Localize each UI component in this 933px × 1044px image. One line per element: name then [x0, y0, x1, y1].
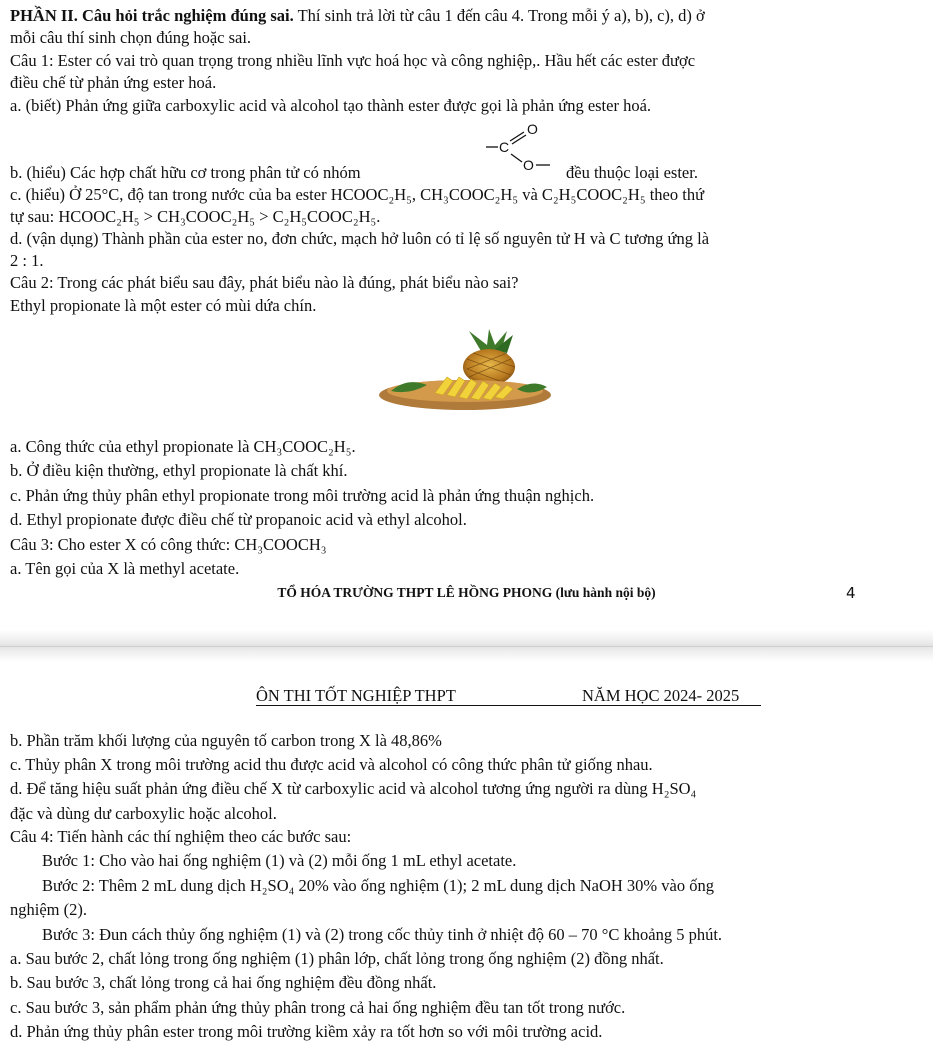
q4-stem: Câu 4: Tiến hành các thí nghiệm theo các bước sau: — [10, 827, 352, 846]
ester-double-bond-2 — [512, 135, 526, 144]
ester-single-bond — [511, 154, 522, 162]
q2-statement-a: a. Công thức của ethyl propionate là CH₃COOC₂H₅. — [10, 437, 356, 456]
q3-statement-d-line-1: d. Để tăng hiệu suất phản ứng điều chế X từ carboxylic acid và alcohol tương ứng người ra dùng H₂SO₄ — [10, 779, 697, 798]
ester-carbonyl-oxygen-label: O — [527, 121, 538, 137]
pineapple-image — [377, 329, 551, 413]
q4-statement-a: a. Sau bước 2, chất lỏng trong ống nghiệm (1) phân lớp, chất lỏng trong ống nghiệm (2) đồng nhất. — [10, 949, 664, 968]
ester-ether-oxygen-label: O — [523, 157, 534, 173]
page-divider — [0, 630, 933, 662]
ester-group-diagram — [484, 118, 556, 184]
ester-double-bond-1 — [510, 132, 524, 141]
q4-statement-d: d. Phản ứng thủy phân ester trong môi trường kiềm xảy ra tốt hơn so với môi trường acid. — [10, 1022, 603, 1041]
q1-stem-line-2: điều chế từ phản ứng ester hoá. — [10, 73, 217, 92]
page-divider-rule — [0, 646, 933, 647]
part-title: PHẦN II. Câu hỏi trắc nghiệm đúng sai. — [10, 6, 294, 25]
page-header-right: NĂM HỌC 2024- 2025 — [582, 686, 740, 705]
q2-statement-b: b. Ở điều kiện thường, ethyl propionate là chất khí. — [10, 461, 348, 480]
part-heading — [10, 6, 705, 26]
q2-context: Ethyl propionate là một ester có mùi dứa chín. — [10, 296, 317, 315]
intro-line-1: Thí sinh trả lời từ câu 1 đến câu 4. Trong mỗi ý a), b), c), d) ở — [293, 6, 705, 25]
q1-statement-c-line-2: tự sau: HCOOC₂H₅ > CH₃COOC₂H₅ > C₂H₅COOC₂H₅. — [10, 207, 381, 226]
page-footer-school: TỔ HÓA TRƯỜNG THPT LÊ HỒNG PHONG (lưu hành nội bộ) — [277, 585, 656, 600]
page-header-left: ÔN THI TỐT NGHIỆP THPT — [256, 686, 456, 705]
ester-carbon-label: C — [499, 139, 510, 155]
q4-step-1: Bước 1: Cho vào hai ống nghiệm (1) và (2) mỗi ống 1 mL ethyl acetate. — [42, 851, 517, 870]
q1-statement-b-pre: b. (hiểu) Các hợp chất hữu cơ trong phân tử có nhóm — [10, 163, 361, 182]
q3-statement-c: c. Thủy phân X trong môi trường acid thu được acid và alcohol có công thức phân tử giống nhau. — [10, 755, 653, 774]
q1-statement-c-line-1: c. (hiểu) Ở 25°C, độ tan trong nước của ba ester HCOOC₂H₅, CH₃COOC₂H₅ và C₂H₅COOC₂H₅ theo thứ — [10, 185, 705, 204]
q4-step-2-line-1: Bước 2: Thêm 2 mL dung dịch H₂SO₄ 20% vào ống nghiệm (1); 2 mL dung dịch NaOH 30% vào ống — [42, 876, 714, 895]
q3-statement-d-line-2: đặc và dùng dư carboxylic hoặc alcohol. — [10, 804, 277, 823]
q4-step-3: Bước 3: Đun cách thủy ống nghiệm (1) và (2) trong cốc thủy tinh ở nhiệt độ 60 – 70 °C khoảng 5 phút. — [42, 925, 723, 944]
q4-statement-b: b. Sau bước 3, chất lỏng trong cả hai ống nghiệm đều đồng nhất. — [10, 973, 437, 992]
q1-stem-line-1: Câu 1: Ester có vai trò quan trọng trong nhiều lĩnh vực hoá học và công nghiệp,. Hầu hết các ester được — [10, 51, 696, 70]
q2-statement-d: d. Ethyl propionate được điều chế từ propanoic acid và ethyl alcohol. — [10, 510, 467, 529]
q1-statement-d-line-1: d. (vận dụng) Thành phần của ester no, đơn chức, mạch hở luôn có tỉ lệ số nguyên tử H và C tương ứng là — [10, 229, 710, 248]
q3-statement-a: a. Tên gọi của X là methyl acetate. — [10, 559, 240, 578]
q3-stem: Câu 3: Cho ester X có công thức: CH₃COOCH₃ — [10, 535, 327, 554]
page-number: 4 — [846, 584, 856, 602]
q3-statement-b: b. Phần trăm khối lượng của nguyên tố carbon trong X là 48,86% — [10, 731, 442, 750]
q1-statement-a: a. (biết) Phản ứng giữa carboxylic acid và alcohol tạo thành ester được gọi là phản ứng ester hoá. — [10, 96, 652, 115]
q2-stem: Câu 2: Trong các phát biểu sau đây, phát biểu nào là đúng, phát biểu nào sai? — [10, 273, 519, 292]
q4-statement-c: c. Sau bước 3, sản phẩm phản ứng thủy phân trong cả hai ống nghiệm đều tan tốt trong nước. — [10, 998, 626, 1017]
q1-statement-d-line-2: 2 : 1. — [10, 251, 44, 270]
intro-line-2: mỗi câu thí sinh chọn đúng hoặc sai. — [10, 28, 252, 47]
q4-step-2-line-2: nghiệm (2). — [10, 900, 87, 919]
q1-statement-b-post: đều thuộc loại ester. — [566, 163, 698, 182]
q2-statement-c: c. Phản ứng thủy phân ethyl propionate trong môi trường acid là phản ứng thuận nghịch. — [10, 486, 595, 505]
page-header-underline — [256, 705, 761, 706]
